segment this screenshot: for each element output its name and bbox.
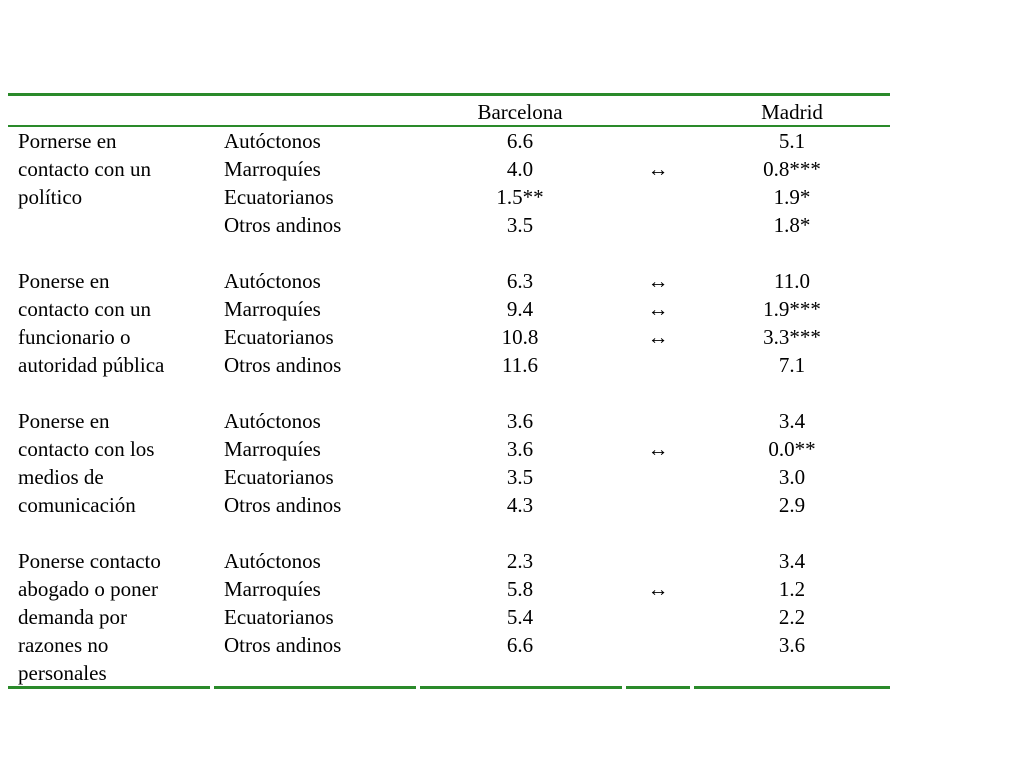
bottom-rule-col5: [694, 686, 890, 689]
origin-cell: Otros andinos: [224, 213, 342, 237]
origin-cell: Marroquíes: [224, 297, 321, 321]
group-label-line: autoridad pública: [18, 353, 165, 377]
madrid-value: 3.0: [778, 465, 806, 489]
barcelona-value: 3.5: [506, 213, 534, 237]
top-rule: [8, 93, 890, 96]
origin-cell: Marroquíes: [224, 577, 321, 601]
origin-cell: Autóctonos: [224, 409, 321, 433]
group-label-line: contacto con un: [18, 297, 151, 321]
barcelona-value: 9.4: [506, 297, 534, 321]
bottom-rule-col4: [626, 686, 690, 689]
group-label-line: demanda por: [18, 605, 128, 629]
barcelona-value: 5.4: [506, 605, 534, 629]
barcelona-value: 10.8: [501, 325, 539, 349]
barcelona-value: 6.3: [506, 269, 534, 293]
madrid-value: 1.8*: [773, 213, 811, 237]
group-label-line: medios de: [18, 465, 104, 489]
bottom-rule-col3: [420, 686, 622, 689]
barcelona-value: 1.5**: [496, 185, 544, 209]
difference-arrow-icon: ↔: [647, 577, 669, 601]
group-label-line: Ponerse en: [18, 409, 110, 433]
madrid-value: 3.4: [778, 409, 806, 433]
barcelona-value: 3.6: [506, 409, 534, 433]
origin-cell: Autóctonos: [224, 549, 321, 573]
group-label-line: personales: [18, 661, 107, 685]
origin-cell: Autóctonos: [224, 269, 321, 293]
madrid-value: 3.3***: [763, 325, 821, 349]
difference-arrow-icon: ↔: [647, 437, 669, 461]
group-label-line: político: [18, 185, 83, 209]
difference-arrow-icon: ↔: [647, 269, 669, 293]
group-label-line: Ponerse en: [18, 269, 110, 293]
origin-cell: Otros andinos: [224, 493, 342, 517]
madrid-value: 2.2: [778, 605, 806, 629]
origin-cell: Ecuatorianos: [224, 465, 334, 489]
origin-cell: Marroquíes: [224, 437, 321, 461]
group-label-line: contacto con los: [18, 437, 155, 461]
barcelona-value: 6.6: [506, 129, 534, 153]
barcelona-value: 3.6: [506, 437, 534, 461]
madrid-value: 1.9*: [773, 185, 811, 209]
barcelona-value: 2.3: [506, 549, 534, 573]
origin-cell: Autóctonos: [224, 129, 321, 153]
group-label-line: Pornerse en: [18, 129, 117, 153]
group-label-line: abogado o poner: [18, 577, 158, 601]
origin-cell: Otros andinos: [224, 633, 342, 657]
origin-cell: Ecuatorianos: [224, 325, 334, 349]
madrid-value: 1.2: [778, 577, 806, 601]
madrid-value: 7.1: [778, 353, 806, 377]
madrid-value: 5.1: [778, 129, 806, 153]
difference-arrow-icon: ↔: [647, 297, 669, 321]
origin-cell: Ecuatorianos: [224, 605, 334, 629]
barcelona-value: 4.3: [506, 493, 534, 517]
origin-cell: Marroquíes: [224, 157, 321, 181]
header-barcelona: Barcelona: [477, 100, 563, 124]
madrid-value: 3.4: [778, 549, 806, 573]
madrid-value: 1.9***: [763, 297, 821, 321]
origin-cell: Ecuatorianos: [224, 185, 334, 209]
barcelona-value: 11.6: [502, 353, 538, 377]
madrid-value: 0.0**: [768, 437, 816, 461]
group-label-line: funcionario o: [18, 325, 131, 349]
bottom-rule-col2: [214, 686, 416, 689]
madrid-value: 0.8***: [763, 157, 821, 181]
difference-arrow-icon: ↔: [647, 157, 669, 181]
group-label-line: razones no: [18, 633, 109, 657]
barcelona-value: 5.8: [506, 577, 534, 601]
madrid-value: 11.0: [774, 269, 810, 293]
group-label-line: contacto con un: [18, 157, 151, 181]
barcelona-value: 3.5: [506, 465, 534, 489]
group-label-line: Ponerse contacto: [18, 549, 161, 573]
bottom-rule-col1: [8, 686, 210, 689]
madrid-value: 3.6: [778, 633, 806, 657]
group-label-line: comunicación: [18, 493, 136, 517]
barcelona-value: 4.0: [506, 157, 534, 181]
difference-arrow-icon: ↔: [647, 325, 669, 349]
madrid-value: 2.9: [778, 493, 806, 517]
origin-cell: Otros andinos: [224, 353, 342, 377]
header-madrid: Madrid: [761, 100, 823, 124]
barcelona-value: 6.6: [506, 633, 534, 657]
